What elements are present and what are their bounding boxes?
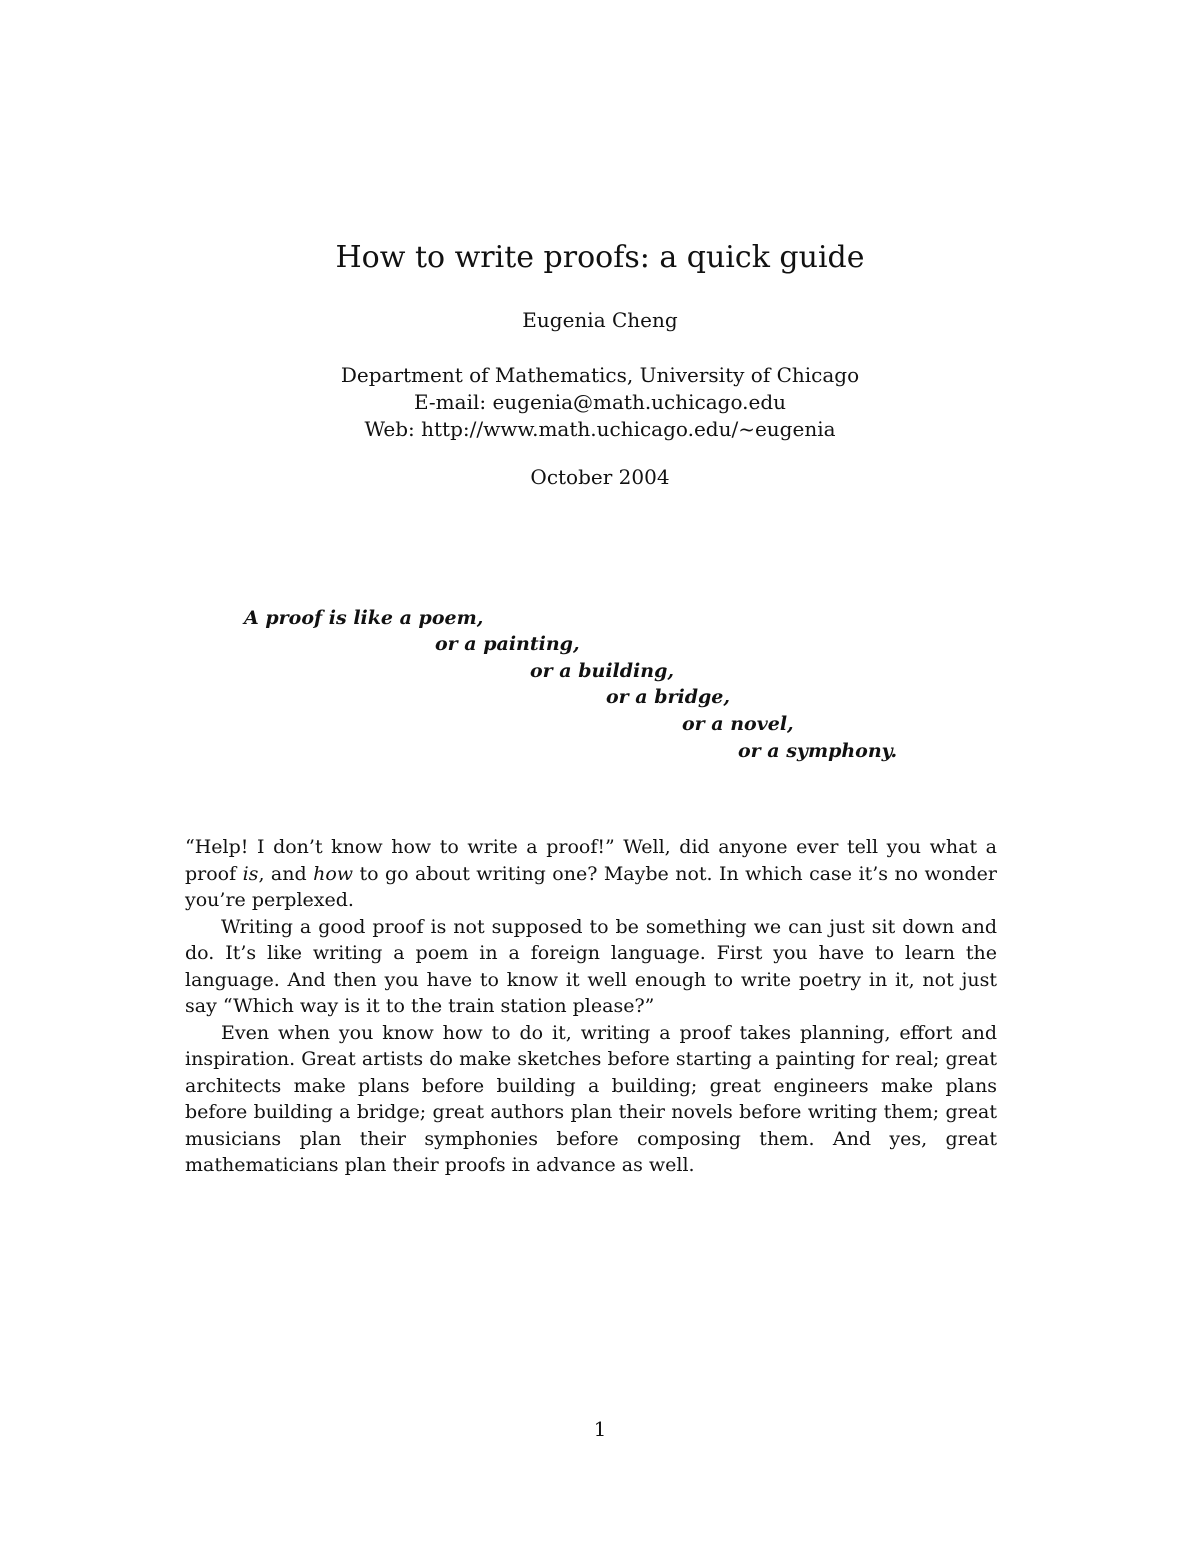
web-line: Web: http://www.math.uchicago.edu/~eugenia	[364, 417, 836, 441]
poem-line: or a symphony.	[738, 740, 898, 762]
poem-line: or a painting,	[435, 633, 580, 655]
poem-line: A proof is like a poem,	[244, 607, 484, 629]
paragraph-2: Writing a good proof is not supposed to be something we can just sit down and do. It’s like writing a poem in a foreign language. First you have to learn the language. And then you have to know it well enough to write poetry in it, not just say “Which way is it to the train station please?”	[185, 915, 997, 1017]
affiliation: Department of Mathematics, University of Chicago	[340, 363, 860, 387]
emphasis-is: is	[242, 862, 259, 885]
poem-line: or a building,	[530, 660, 674, 682]
paragraph-3: Even when you know how to do it, writing a proof takes planning, effort and inspiration. Great artists do make sketches before starting a painting for real; great architects make plans before building a building; great engineers make plans before building a bridge; great authors plan their novels before writing them; great musicians plan their symphonies before composing them. And yes, great mathematicians plan their proofs in advance as well.	[185, 1021, 997, 1176]
page-number: 1	[593, 1417, 607, 1441]
body-text	[185, 834, 997, 1179]
poem-line: or a bridge,	[606, 686, 731, 708]
emphasis-how: how	[313, 862, 354, 885]
paper-title: How to write proofs: a quick guide	[335, 240, 865, 275]
email-line: E-mail: eugenia@math.uchicago.edu	[413, 390, 787, 414]
paragraph-1: “Help! I don’t know how to write a proof!” Well, did anyone ever tell you what a proof is, and how to go about writing one? Maybe not. In which case it’s no wonder you’re perplexed.	[185, 836, 997, 911]
author-name: Eugenia Cheng	[522, 308, 678, 332]
poem-line: or a novel,	[682, 713, 794, 735]
publication-date: October 2004	[530, 465, 670, 489]
